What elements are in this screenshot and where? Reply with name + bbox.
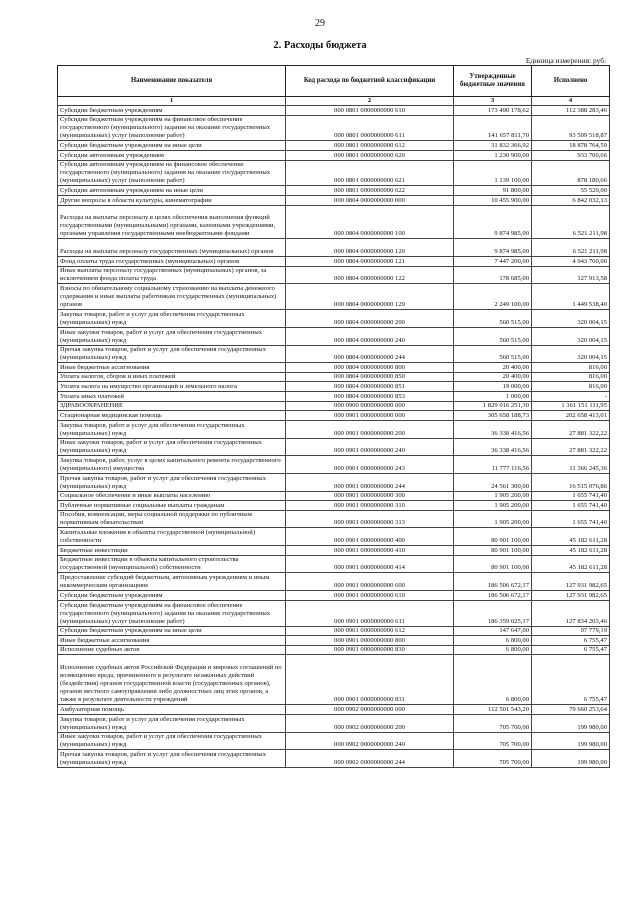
row-name: Иные закупки товаров, работ и услуг для обеспечения государственных (муниципальных) нужд xyxy=(58,732,286,750)
row-approved: 141 657 811,70 xyxy=(454,115,532,141)
row-name: Иные бюджетные ассигнования xyxy=(58,636,286,646)
row-name: Прочая закупка товаров, работ и услуг для обеспечения государственных (муниципальных) нужд xyxy=(58,345,286,363)
row-executed: 933 700,66 xyxy=(532,150,610,160)
table-row xyxy=(58,310,610,328)
table-row xyxy=(58,714,610,732)
table-body xyxy=(58,106,610,768)
table-row xyxy=(58,473,610,491)
row-approved: 6 800,00 xyxy=(454,655,532,705)
row-executed: 1 361 151 111,95 xyxy=(532,401,610,411)
row-executed: 127 834 203,46 xyxy=(532,600,610,626)
row-name: Субсидии бюджетным учреждениям на финансовое обеспечение государственного (муниципального) задания на оказание государственных (муниципальных) услуг (выполнение работ) xyxy=(58,115,286,141)
row-approved: 1 829 016 251,30 xyxy=(454,401,532,411)
table-row xyxy=(58,591,610,601)
row-executed: 127 931 982,65 xyxy=(532,573,610,591)
row-name: Прочая закупка товаров, работ и услуг для обеспечения государственных (муниципальных) нужд xyxy=(58,750,286,768)
row-executed: 11 366 245,36 xyxy=(532,456,610,474)
row-code: 000 0801 0000000000 620 xyxy=(286,150,454,160)
row-executed: 6 842 032,13 xyxy=(532,195,610,205)
row-executed: 45 182 611,28 xyxy=(532,528,610,546)
row-code: 000 0801 0000000000 612 xyxy=(286,141,454,151)
row-name: Уплата иных платежей xyxy=(58,392,286,402)
header-approved: Утвержденные бюджетные значения xyxy=(454,66,532,97)
header-executed: Исполнено xyxy=(532,66,610,97)
row-approved: 36 338 416,56 xyxy=(454,420,532,438)
row-code: 000 0901 0000000000 600 xyxy=(286,573,454,591)
table-row xyxy=(58,555,610,573)
row-approved: 9 874 985,00 xyxy=(454,239,532,257)
row-name: Иные закупки товаров, работ и услуг для обеспечения государственных (муниципальных) нужд xyxy=(58,327,286,345)
table-row xyxy=(58,266,610,284)
table-row xyxy=(58,528,610,546)
expenses-table xyxy=(57,65,610,768)
row-name: Исполнение судебных актов Российской Федерации и мировых соглашений по возмещению вреда, причиненного в результате незаконных действий (бездействия) органов государственной власти (государственных органов), органов местного самоуправления либо должностных лиц этих органов, а также в результате деятельности учреждений xyxy=(58,655,286,705)
row-code: 000 0804 0000000000 853 xyxy=(286,392,454,402)
row-executed: 320 004,15 xyxy=(532,310,610,328)
row-name: Социальное обеспечение и иные выплаты населению xyxy=(58,491,286,501)
row-executed: 1 655 741,40 xyxy=(532,510,610,528)
row-approved: 80 901 100,00 xyxy=(454,528,532,546)
row-approved: 91 800,00 xyxy=(454,186,532,196)
row-executed: 816,00 xyxy=(532,372,610,382)
table-row xyxy=(58,392,610,402)
table-row xyxy=(58,600,610,626)
row-name: Закупка товаров, работ, услуг в целях капитального ремонта государственного (муниципального) имущества xyxy=(58,456,286,474)
row-executed: 6 755,47 xyxy=(532,645,610,655)
row-approved: 7 447 200,00 xyxy=(454,257,532,267)
row-approved: 9 874 985,00 xyxy=(454,205,532,239)
unit-label: Единица измерения: руб. xyxy=(525,56,606,65)
row-code: 000 0801 0000000000 622 xyxy=(286,186,454,196)
row-name: Иные выплаты персоналу государственных (муниципальных) органов, за исключением фонда оплаты труда xyxy=(58,266,286,284)
table-row xyxy=(58,257,610,267)
table-row xyxy=(58,363,610,373)
column-index-row xyxy=(58,97,610,106)
table-row xyxy=(58,546,610,556)
row-executed: 4 943 760,00 xyxy=(532,257,610,267)
row-executed: 1 655 741,40 xyxy=(532,501,610,511)
row-code: 000 0901 0000000000 414 xyxy=(286,555,454,573)
table-row xyxy=(58,106,610,116)
table-row xyxy=(58,150,610,160)
row-executed: 878 180,66 xyxy=(532,160,610,186)
column-index: 1 xyxy=(58,97,286,106)
table-row xyxy=(58,501,610,511)
row-name: Иные бюджетные ассигнования xyxy=(58,363,286,373)
row-code: 000 0901 0000000000 243 xyxy=(286,456,454,474)
row-name: Субсидии бюджетным учреждениям xyxy=(58,591,286,601)
row-approved: 2 249 100,00 xyxy=(454,284,532,310)
table-row xyxy=(58,284,610,310)
row-name: ЗДРАВООХРАНЕНИЕ xyxy=(58,401,286,411)
row-approved: 147 647,00 xyxy=(454,626,532,636)
row-executed: 202 658 413,01 xyxy=(532,411,610,421)
row-name: Закупка товаров, работ и услуг для обеспечения государственных (муниципальных) нужд xyxy=(58,310,286,328)
row-code: 000 0901 0000000000 000 xyxy=(286,411,454,421)
table-row xyxy=(58,732,610,750)
row-name: Субсидии автономным учреждениям xyxy=(58,150,286,160)
row-approved: 20 400,00 xyxy=(454,363,532,373)
row-code: 000 0901 0000000000 240 xyxy=(286,438,454,456)
row-code: 000 0804 0000000000 122 xyxy=(286,266,454,284)
table-row xyxy=(58,705,610,715)
row-name: Субсидии бюджетным учреждениям на иные цели xyxy=(58,141,286,151)
row-approved: 6 800,00 xyxy=(454,636,532,646)
row-executed: 6 521 211,98 xyxy=(532,239,610,257)
table-row xyxy=(58,141,610,151)
row-code: 000 0902 0000000000 200 xyxy=(286,714,454,732)
row-executed: 1 655 741,40 xyxy=(532,491,610,501)
row-executed: 55 520,00 xyxy=(532,186,610,196)
row-executed: 45 182 611,28 xyxy=(532,546,610,556)
row-code: 000 0804 0000000000 850 xyxy=(286,372,454,382)
row-executed: 6 755,47 xyxy=(532,655,610,705)
row-approved: 20 400,00 xyxy=(454,372,532,382)
row-code: 000 0902 0000000000 000 xyxy=(286,705,454,715)
row-code: 000 0804 0000000000 120 xyxy=(286,239,454,257)
row-approved: 705 700,00 xyxy=(454,714,532,732)
column-index: 3 xyxy=(454,97,532,106)
row-approved: 560 515,00 xyxy=(454,327,532,345)
row-approved: 1 905 200,00 xyxy=(454,501,532,511)
row-code: 000 0901 0000000000 200 xyxy=(286,420,454,438)
row-code: 000 0801 0000000000 611 xyxy=(286,115,454,141)
row-executed: 27 881 322,22 xyxy=(532,420,610,438)
row-code: 000 0901 0000000000 610 xyxy=(286,591,454,601)
row-executed: 112 388 283,46 xyxy=(532,106,610,116)
table-row xyxy=(58,195,610,205)
row-code: 000 0804 0000000000 200 xyxy=(286,310,454,328)
table-row xyxy=(58,655,610,705)
row-executed: 127 931 982,65 xyxy=(532,591,610,601)
row-name: Взносы по обязательному социальному страхованию на выплаты денежного содержания и иные выплаты работникам государственных (муниципальных) органов xyxy=(58,284,286,310)
row-approved: 11 777 116,56 xyxy=(454,456,532,474)
row-name: Амбулаторная помощь xyxy=(58,705,286,715)
header-name: Наименование показателя xyxy=(58,66,286,97)
row-code: 000 0901 0000000000 410 xyxy=(286,546,454,556)
row-executed: 93 509 518,87 xyxy=(532,115,610,141)
table-row xyxy=(58,438,610,456)
row-name: Фонд оплаты труда государственных (муниципальных) органов xyxy=(58,257,286,267)
row-approved: 36 338 416,56 xyxy=(454,438,532,456)
row-name: Исполнение судебных актов xyxy=(58,645,286,655)
row-approved: 705 700,00 xyxy=(454,750,532,768)
row-executed: 79 660 253,64 xyxy=(532,705,610,715)
table-row xyxy=(58,491,610,501)
row-approved: 186 359 025,17 xyxy=(454,600,532,626)
row-approved: 10 455 900,00 xyxy=(454,195,532,205)
row-code: 000 0804 0000000000 240 xyxy=(286,327,454,345)
row-approved: 6 800,00 xyxy=(454,645,532,655)
row-name: Субсидии бюджетным учреждениям на финансовое обеспечение государственного (муниципального) задания на оказание государственных (муниципальных) услуг (выполнение работ) xyxy=(58,600,286,626)
row-approved: 80 901 100,00 xyxy=(454,546,532,556)
row-approved: 186 506 672,17 xyxy=(454,573,532,591)
row-code: 000 0901 0000000000 300 xyxy=(286,491,454,501)
row-executed: 27 881 322,22 xyxy=(532,438,610,456)
row-name: Субсидии бюджетным учреждениям xyxy=(58,106,286,116)
table-row xyxy=(58,411,610,421)
row-executed: 320 004,15 xyxy=(532,327,610,345)
row-code: 000 0900 0000000000 000 xyxy=(286,401,454,411)
row-code: 000 0804 0000000000 000 xyxy=(286,195,454,205)
row-code: 000 0804 0000000000 244 xyxy=(286,345,454,363)
row-approved: 1 905 200,00 xyxy=(454,491,532,501)
column-index: 4 xyxy=(532,97,610,106)
row-approved: 1 000,00 xyxy=(454,392,532,402)
row-approved: 305 658 188,73 xyxy=(454,411,532,421)
row-code: 000 0804 0000000000 129 xyxy=(286,284,454,310)
row-code: 000 0804 0000000000 100 xyxy=(286,205,454,239)
row-name: Расходы на выплаты персоналу в целях обеспечения выполнения функций государственными (муниципальными) органами, казенными учреждениями, органами управления государственными внебюджетными фондами xyxy=(58,205,286,239)
row-code: 000 0902 0000000000 244 xyxy=(286,750,454,768)
row-code: 000 0804 0000000000 800 xyxy=(286,363,454,373)
table-row xyxy=(58,382,610,392)
row-name: Пособия, компенсации, меры социальной поддержки по публичным нормативным обязательствам xyxy=(58,510,286,528)
header-code: Код расхода по бюджетной классификации xyxy=(286,66,454,97)
row-name: Уплата налогов, сборов и иных платежей xyxy=(58,372,286,382)
table-row xyxy=(58,345,610,363)
row-executed: 97 779,19 xyxy=(532,626,610,636)
row-name: Субсидии автономным учреждениям на финансовое обеспечение государственного (муниципального) задания на оказание государственных (муниципальных) услуг (выполнение работ) xyxy=(58,160,286,186)
row-name: Публичные нормативные социальные выплаты гражданам xyxy=(58,501,286,511)
row-approved: 1 139 100,00 xyxy=(454,160,532,186)
table-row xyxy=(58,626,610,636)
row-approved: 178 685,00 xyxy=(454,266,532,284)
row-name: Расходы на выплаты персоналу государственных (муниципальных) органов xyxy=(58,239,286,257)
row-approved: 19 000,00 xyxy=(454,382,532,392)
row-executed: 199 980,00 xyxy=(532,714,610,732)
row-code: 000 0804 0000000000 851 xyxy=(286,382,454,392)
row-code: 000 0901 0000000000 831 xyxy=(286,655,454,705)
table-row xyxy=(58,420,610,438)
row-executed: 199 980,00 xyxy=(532,750,610,768)
row-executed: 1 449 538,40 xyxy=(532,284,610,310)
row-name: Субсидии автономным учреждениям на иные цели xyxy=(58,186,286,196)
row-approved: 31 832 366,92 xyxy=(454,141,532,151)
row-name: Закупка товаров, работ и услуг для обеспечения государственных (муниципальных) нужд xyxy=(58,420,286,438)
row-approved: 1 230 900,00 xyxy=(454,150,532,160)
column-index: 2 xyxy=(286,97,454,106)
row-executed: 16 515 076,86 xyxy=(532,473,610,491)
row-name: Стационарная медицинская помощь xyxy=(58,411,286,421)
row-approved: 560 515,00 xyxy=(454,345,532,363)
row-name: Другие вопросы в области культуры, кинематографии xyxy=(58,195,286,205)
page-title: 2. Расходы бюджета xyxy=(273,40,367,51)
row-code: 000 0801 0000000000 621 xyxy=(286,160,454,186)
row-name: Капитальные вложения в объекты государственной (муниципальной) собственности xyxy=(58,528,286,546)
row-code: 000 0901 0000000000 611 xyxy=(286,600,454,626)
table-row xyxy=(58,401,610,411)
table-row xyxy=(58,160,610,186)
row-code: 000 0902 0000000000 240 xyxy=(286,732,454,750)
table-row xyxy=(58,645,610,655)
table-row xyxy=(58,115,610,141)
row-code: 000 0901 0000000000 310 xyxy=(286,501,454,511)
row-code: 000 0901 0000000000 400 xyxy=(286,528,454,546)
row-name: Бюджетные инвестиции в объекты капитального строительства государственной (муниципальной) собственности xyxy=(58,555,286,573)
row-name: Бюджетные инвестиции xyxy=(58,546,286,556)
row-code: 000 0901 0000000000 612 xyxy=(286,626,454,636)
table-header-row xyxy=(58,66,610,97)
row-executed: 6 755,47 xyxy=(532,636,610,646)
table-row xyxy=(58,186,610,196)
row-executed: 816,00 xyxy=(532,382,610,392)
row-approved: 186 506 672,17 xyxy=(454,591,532,601)
page-number: 29 xyxy=(315,18,325,29)
row-approved: 80 901 100,00 xyxy=(454,555,532,573)
table-row xyxy=(58,239,610,257)
row-executed: 45 182 611,28 xyxy=(532,555,610,573)
row-name: Уплата налога на имущество организаций и земельного налога xyxy=(58,382,286,392)
row-code: 000 0801 0000000000 610 xyxy=(286,106,454,116)
row-approved: 705 700,00 xyxy=(454,732,532,750)
row-executed: 6 521 211,98 xyxy=(532,205,610,239)
row-code: 000 0901 0000000000 800 xyxy=(286,636,454,646)
row-executed: 199 980,00 xyxy=(532,732,610,750)
table-row xyxy=(58,510,610,528)
row-executed: 18 878 764,59 xyxy=(532,141,610,151)
row-name: Закупка товаров, работ и услуг для обеспечения государственных (муниципальных) нужд xyxy=(58,714,286,732)
row-name: Иные закупки товаров, работ и услуг для обеспечения государственных (муниципальных) нужд xyxy=(58,438,286,456)
row-executed: 816,00 xyxy=(532,363,610,373)
row-approved: 173 490 178,62 xyxy=(454,106,532,116)
row-name: Предоставление субсидий бюджетным, автономным учреждениям и иным некоммерческим организациям xyxy=(58,573,286,591)
table-row xyxy=(58,456,610,474)
table-row xyxy=(58,573,610,591)
table-row xyxy=(58,205,610,239)
table-row xyxy=(58,750,610,768)
row-approved: 112 501 543,20 xyxy=(454,705,532,715)
table-row xyxy=(58,372,610,382)
row-code: 000 0804 0000000000 121 xyxy=(286,257,454,267)
row-code: 000 0901 0000000000 830 xyxy=(286,645,454,655)
row-code: 000 0901 0000000000 313 xyxy=(286,510,454,528)
row-executed: - xyxy=(532,392,610,402)
table-row xyxy=(58,636,610,646)
row-approved: 24 561 300,00 xyxy=(454,473,532,491)
row-approved: 560 515,00 xyxy=(454,310,532,328)
row-executed: 320 004,15 xyxy=(532,345,610,363)
row-executed: 127 913,58 xyxy=(532,266,610,284)
row-code: 000 0901 0000000000 244 xyxy=(286,473,454,491)
row-approved: 1 905 200,00 xyxy=(454,510,532,528)
table-row xyxy=(58,327,610,345)
row-name: Прочая закупка товаров, работ и услуг для обеспечения государственных (муниципальных) нужд xyxy=(58,473,286,491)
row-name: Субсидии бюджетным учреждениям на иные цели xyxy=(58,626,286,636)
